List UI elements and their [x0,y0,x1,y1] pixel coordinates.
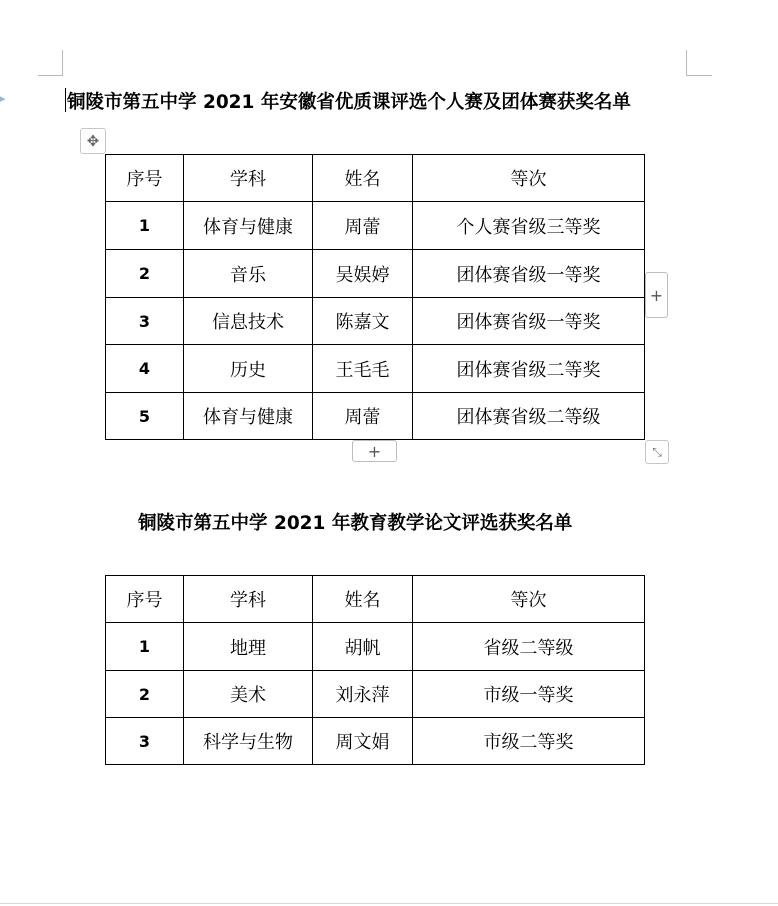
table-header-row [106,155,645,202]
table-cell[interactable]: 体育与健康 [184,393,313,440]
crop-mark-top-left-horizontal [38,75,63,76]
table-cell[interactable]: 陈嘉文 [313,298,413,345]
table-cell[interactable]: 2 [106,250,184,298]
table-cell[interactable]: 市级二等奖 [413,718,645,765]
table-cell[interactable]: 刘永萍 [313,671,413,718]
add-column-button[interactable] [645,272,668,318]
header-cell[interactable]: 学科 [184,576,313,623]
table-cell[interactable]: 3 [106,298,184,345]
header-cell[interactable]: 姓名 [313,155,413,202]
table-row [106,202,645,250]
table-cell[interactable]: 音乐 [184,250,313,298]
resize-diagonal-icon: ⤡ [652,444,662,459]
table-cell[interactable]: 个人赛省级三等奖 [413,202,645,250]
plus-icon: + [367,441,382,461]
table-cell[interactable]: 地理 [184,623,313,671]
page-bottom-divider [0,903,778,904]
header-cell[interactable]: 等次 [413,576,645,623]
table-cell[interactable]: 市级一等奖 [413,671,645,718]
table-cell[interactable]: 4 [106,345,184,393]
header-cell[interactable]: 等次 [413,155,645,202]
header-cell[interactable]: 序号 [106,155,184,202]
table-row [106,671,645,718]
table-cell[interactable]: 1 [106,623,184,671]
table-row [106,345,645,393]
table-cell[interactable]: 5 [106,393,184,440]
table-cell[interactable]: 美术 [184,671,313,718]
header-cell[interactable]: 序号 [106,576,184,623]
table-cell[interactable]: 1 [106,202,184,250]
header-cell[interactable]: 学科 [184,155,313,202]
table-cell[interactable]: 周蕾 [313,393,413,440]
award-table-1[interactable] [105,154,645,440]
header-cell[interactable]: 姓名 [313,576,413,623]
table-cell[interactable]: 王毛毛 [313,345,413,393]
table-cell[interactable]: 省级二等级 [413,623,645,671]
table-cell[interactable]: 信息技术 [184,298,313,345]
table-cell[interactable]: 团体赛省级一等奖 [413,250,645,298]
table-cell[interactable]: 团体赛省级二等级 [413,393,645,440]
table-cell[interactable]: 团体赛省级一等奖 [413,298,645,345]
table-row [106,298,645,345]
table-cell[interactable]: 2 [106,671,184,718]
document-title-2[interactable]: 铜陵市第五中学 2021 年教育教学论文评选获奖名单 [138,513,573,534]
table-cell[interactable]: 胡帆 [313,623,413,671]
table-header-row [106,576,645,623]
table-row [106,718,645,765]
table-cell[interactable]: 团体赛省级二等奖 [413,345,645,393]
table-cell[interactable]: 体育与健康 [184,202,313,250]
crop-mark-top-right-vertical [686,50,687,76]
crop-mark-top-left-vertical [62,50,63,76]
table-cell[interactable]: 吴娱婷 [313,250,413,298]
table-row [106,623,645,671]
move-arrows-icon: ✥ [86,132,100,150]
table-cell[interactable]: 周文娟 [313,718,413,765]
plus-icon: + [649,285,664,305]
award-table-2[interactable] [105,575,645,765]
table-cell[interactable]: 3 [106,718,184,765]
table-cell[interactable]: 历史 [184,345,313,393]
text-cursor [65,88,66,112]
table-cell[interactable]: 周蕾 [313,202,413,250]
table-move-handle[interactable] [80,128,106,154]
document-title-1[interactable]: 铜陵市第五中学 2021 年安徽省优质课评选个人赛及团体赛获奖名单 [67,92,631,113]
table-row [106,393,645,440]
table-cell[interactable]: 科学与生物 [184,718,313,765]
table-resize-handle[interactable] [645,440,669,464]
table-row [106,250,645,298]
crop-mark-top-right-horizontal [686,75,712,76]
paragraph-marker-icon: ▸ [0,92,6,105]
add-row-button[interactable] [352,440,397,462]
